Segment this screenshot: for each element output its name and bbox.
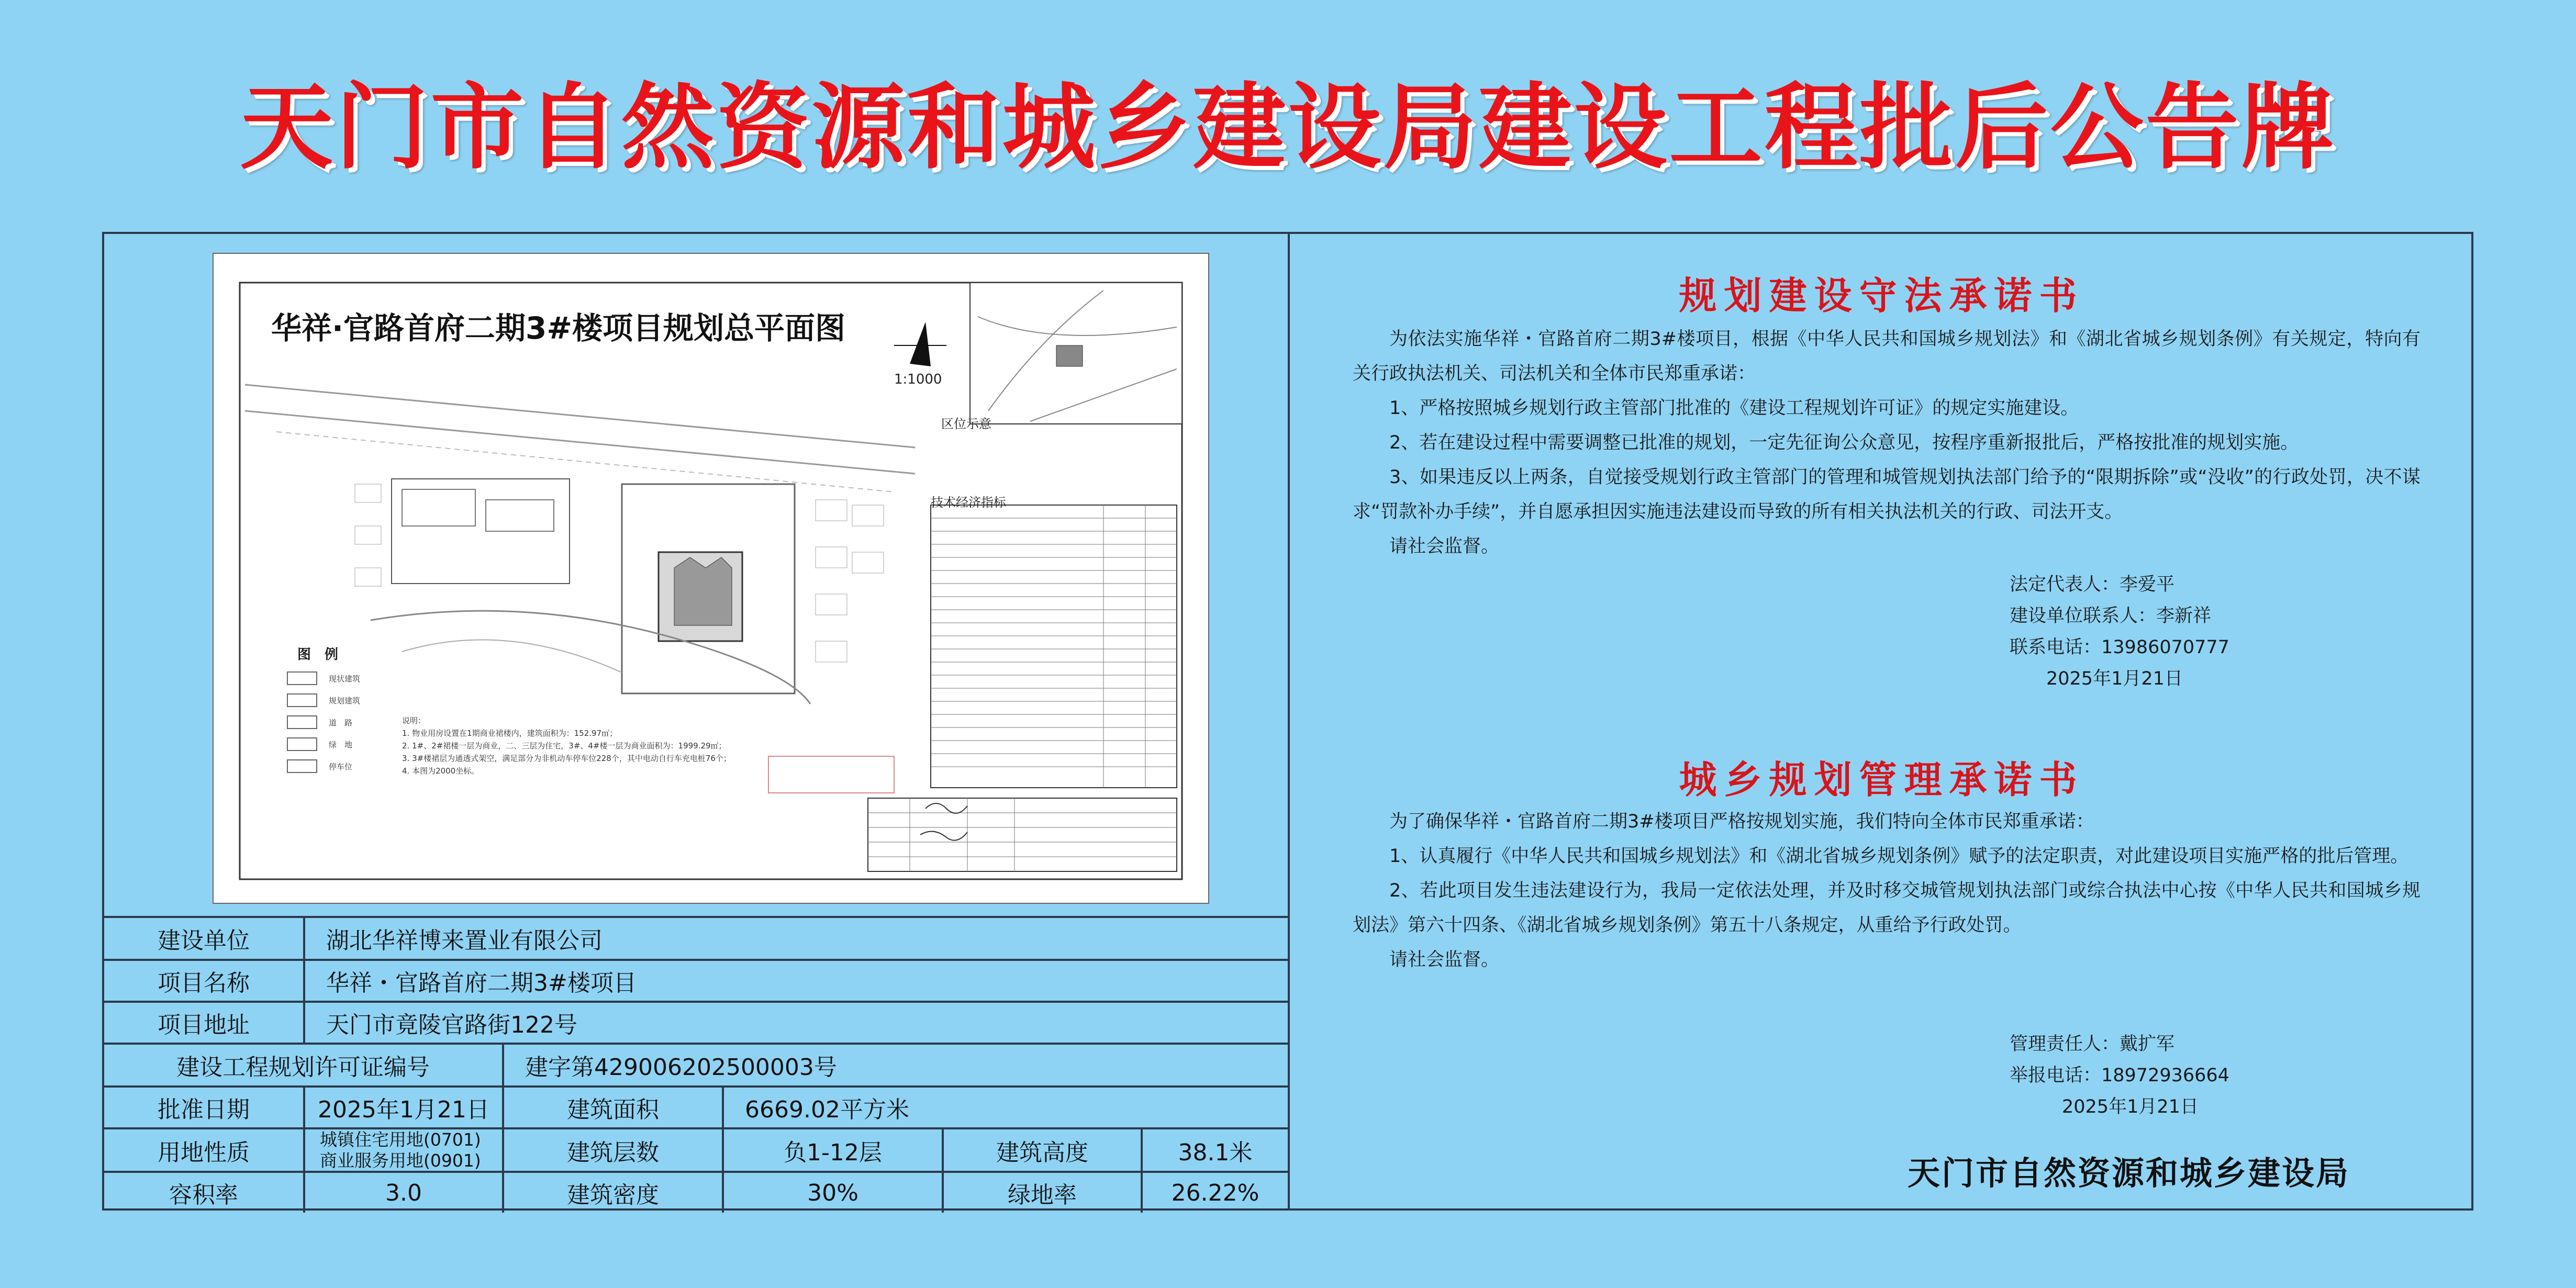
legend-item xyxy=(287,667,360,689)
legal-representative: 法定代表人：李爱平 xyxy=(2010,574,2175,595)
plan-note: 2. 1#、2#裙楼一层为商业，二、三层为住宅，3#、4#楼一层为商业面积为：1999.29㎡； xyxy=(402,741,727,751)
legend-item xyxy=(287,733,360,755)
mgmt-pledge-date: 2025年1月21日 xyxy=(2062,1096,2199,1117)
table-row xyxy=(104,1085,1288,1127)
builder-value: 湖北华祥博来置业有限公司 xyxy=(303,918,1288,959)
legend-label: 停车位 xyxy=(329,761,353,771)
legend-item xyxy=(287,689,360,711)
legend-swatch xyxy=(287,693,317,707)
mgmt-pledge-item-2: 2、若此项目发生违法建设行为，我局一定依法处理，并及时移交城管规划执法部门或综合执法中心按《中华人民共和国城乡规划法》第六十四条、《湖北省城乡规划条例》第五十八条规定，从重给予行政处罚。 xyxy=(1353,880,2421,936)
address-value: 天门市竟陵官路街122号 xyxy=(303,1003,1288,1043)
plan-notes xyxy=(402,714,731,777)
land-use-label: 用地性质 xyxy=(158,1139,250,1166)
legend-item xyxy=(287,711,360,733)
law-pledge-item-1: 1、严格按照城乡规划行政主管部门批准的《建设工程规划许可证》的规定实施建设。 xyxy=(1389,398,2079,419)
law-pledge-signature xyxy=(2010,569,2229,695)
mgmt-pledge-intro: 为了确保华祥・官路首府二期3#楼项目严格按规划实施，我们特向全体市民郑重承诺： xyxy=(1389,811,2094,832)
legend-label: 规划建筑 xyxy=(329,696,361,705)
far-label: 容积率 xyxy=(169,1182,238,1208)
table-row xyxy=(104,1171,1288,1213)
builder-contact: 建设单位联系人：李新祥 xyxy=(2010,606,2212,626)
plan-title: 华祥·官路首府二期3#楼项目规划总平面图 xyxy=(271,310,845,346)
table-row xyxy=(104,959,1288,1001)
floors-label: 建筑层数 xyxy=(502,1129,722,1171)
floors-value: 负1-12层 xyxy=(722,1129,942,1171)
height-value: 38.1米 xyxy=(1141,1129,1288,1171)
contact-phone: 联系电话：13986070777 xyxy=(2010,637,2229,658)
area-label: 建筑面积 xyxy=(502,1088,722,1127)
density-label: 建筑密度 xyxy=(502,1173,722,1213)
mgmt-pledge-item-1: 1、认真履行《中华人民共和国城乡规划法》和《湖北省城乡规划条例》赋予的法定职责，对此建设项目实施严格的批后管理。 xyxy=(1389,846,2409,867)
plan-legend-title: 图 例 xyxy=(297,647,339,663)
land-use-value-commercial: 商业服务用地(0901) xyxy=(320,1150,481,1171)
land-use-value xyxy=(303,1129,502,1171)
project-value: 华祥・官路首府二期3#楼项目 xyxy=(303,961,1288,1001)
permit-value: 建字第429006202500003号 xyxy=(502,1045,1288,1085)
address-label: 项目地址 xyxy=(158,1012,250,1038)
plan-note: 说明： xyxy=(402,716,426,725)
mgmt-pledge-body xyxy=(1353,804,2421,977)
law-pledge-closing: 请社会监督。 xyxy=(1389,536,1500,557)
mgmt-pledge-title: 城乡规划管理承诺书 xyxy=(1679,758,2084,802)
site-plan-drawing xyxy=(213,253,1209,904)
law-pledge-item-3: 3、如果违反以上两条，自觉接受规划行政主管部门的管理和城管规划执法部门给予的“限期拆除”或“没收”的行政处罚，决不谋求“罚款补办手续”，并自愿承担因实施违法建设而导致的所有相关执法机关的行政、司法开支。 xyxy=(1353,467,2421,522)
legend-label: 绿 地 xyxy=(329,740,353,749)
table-row xyxy=(104,1001,1288,1043)
law-pledge-body xyxy=(1353,322,2421,564)
law-pledge-intro: 为依法实施华祥・官路首府二期3#楼项目，根据《中华人民共和国城乡规划法》和《湖北省城乡规划条例》有关规定，特向有关行政执法机关、司法机关和全体市民郑重承诺： xyxy=(1353,329,2421,384)
approval-date-label: 批准日期 xyxy=(158,1096,250,1123)
approval-date-value: 2025年1月21日 xyxy=(303,1088,502,1127)
plan-tech-title: 技术经济指标 xyxy=(931,495,1006,510)
legend-item xyxy=(287,755,360,777)
plan-inset-label: 区位示意 xyxy=(941,417,991,431)
responsible-person: 管理责任人：戴扩军 xyxy=(2010,1034,2175,1055)
height-label: 建筑高度 xyxy=(942,1129,1141,1171)
project-label: 项目名称 xyxy=(158,970,250,996)
legend-swatch xyxy=(287,759,317,773)
project-info-table xyxy=(104,916,1288,1213)
legend-swatch xyxy=(287,737,317,751)
permit-label: 建设工程规划许可证编号 xyxy=(176,1054,430,1081)
legend-label: 现状建筑 xyxy=(329,674,361,684)
plan-note: 3. 3#楼裙层为通透式架空，满足部分为非机动车停车位228个，其中电动自行车充电桩76个； xyxy=(402,754,731,763)
issuing-authority: 天门市自然资源和城乡建设局 xyxy=(1908,1154,2350,1192)
density-value: 30% xyxy=(722,1173,942,1213)
plan-note: 4. 本图为2000坐标。 xyxy=(402,766,479,776)
report-phone: 举报电话：18972936664 xyxy=(2010,1065,2229,1086)
plan-scale: 1:1000 xyxy=(894,372,942,387)
legend-label: 道 路 xyxy=(329,718,353,727)
pledges-column xyxy=(1290,234,2473,1208)
builder-label: 建设单位 xyxy=(158,927,250,954)
notice-board xyxy=(102,232,2473,1211)
legend-swatch xyxy=(287,715,317,729)
table-row xyxy=(104,1127,1288,1171)
plan-legend xyxy=(287,667,360,777)
table-row xyxy=(104,1043,1288,1085)
far-value: 3.0 xyxy=(303,1173,502,1213)
green-label: 绿地率 xyxy=(942,1173,1141,1213)
green-value: 26.22% xyxy=(1141,1173,1288,1213)
banner-title: 天门市自然资源和城乡建设局建设工程批后公告牌 xyxy=(240,73,2336,182)
legend-swatch xyxy=(287,671,317,685)
law-pledge-title: 规划建设守法承诺书 xyxy=(1679,274,2084,318)
area-value: 6669.02平方米 xyxy=(722,1088,1288,1127)
plan-note: 1. 物业用房设置在1期商业裙楼内，建筑面积为：152.97㎡； xyxy=(402,729,618,738)
mgmt-pledge-signature xyxy=(2010,1028,2229,1123)
land-use-value-residential: 城镇住宅用地(0701) xyxy=(320,1129,481,1150)
mgmt-pledge-closing: 请社会监督。 xyxy=(1389,949,1500,970)
site-plan-graphic xyxy=(214,254,1208,903)
law-pledge-date: 2025年1月21日 xyxy=(2046,668,2183,689)
table-row xyxy=(104,916,1288,959)
law-pledge-item-2: 2、若在建设过程中需要调整已批准的规划，一定先征询公众意见，按程序重新报批后，严格按批准的规划实施。 xyxy=(1389,432,2299,453)
